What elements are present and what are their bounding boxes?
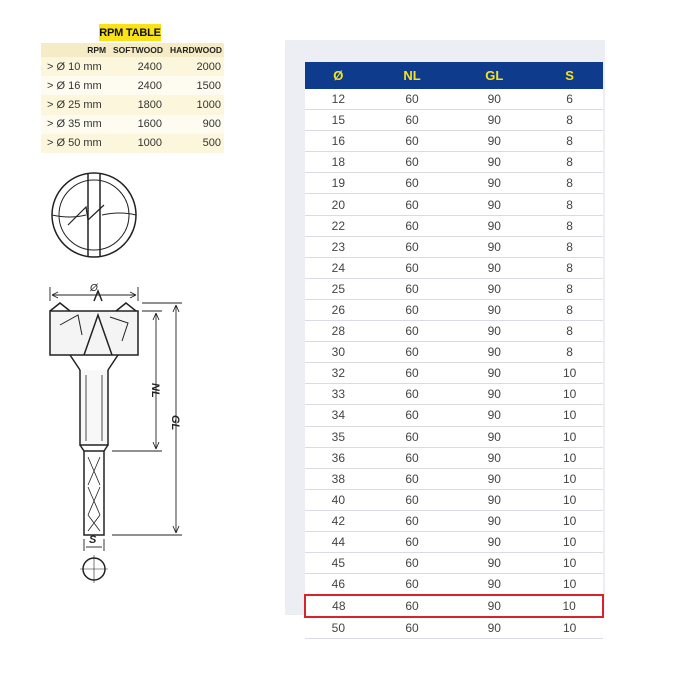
cell-gl: 90 xyxy=(452,447,536,468)
cell-diameter: 22 xyxy=(305,215,372,236)
cell-nl: 60 xyxy=(372,236,453,257)
table-row xyxy=(305,405,603,426)
cell-diameter: 16 xyxy=(305,131,372,152)
bit-end-view xyxy=(80,555,108,583)
cell-gl: 90 xyxy=(452,489,536,510)
cell-gl: 90 xyxy=(452,236,536,257)
cell-nl: 60 xyxy=(372,595,453,617)
rpm-cell-size: > Ø 10 mm xyxy=(41,57,108,76)
rpm-cell-softwood: 2400 xyxy=(108,57,165,76)
cell-s: 10 xyxy=(536,553,603,574)
cell-s: 6 xyxy=(536,89,603,110)
rpm-cell-hardwood: 2000 xyxy=(165,57,224,76)
cell-s: 8 xyxy=(536,342,603,363)
dimensions-table xyxy=(304,62,604,639)
cell-nl: 60 xyxy=(372,553,453,574)
rpm-row xyxy=(41,134,224,153)
cell-gl: 90 xyxy=(452,468,536,489)
table-row xyxy=(305,468,603,489)
table-row xyxy=(305,553,603,574)
cell-gl: 90 xyxy=(452,405,536,426)
cell-gl: 90 xyxy=(452,510,536,531)
cell-gl: 90 xyxy=(452,194,536,215)
cell-nl: 60 xyxy=(372,215,453,236)
cell-nl: 60 xyxy=(372,194,453,215)
cell-diameter: 50 xyxy=(305,617,372,639)
table-row xyxy=(305,89,603,110)
cell-nl: 60 xyxy=(372,257,453,278)
cell-diameter: 42 xyxy=(305,510,372,531)
rpm-cell-softwood: 1000 xyxy=(108,134,165,153)
cell-nl: 60 xyxy=(372,110,453,131)
rpm-row xyxy=(41,76,224,95)
dim-s-label: S xyxy=(89,534,97,546)
cell-diameter: 46 xyxy=(305,574,372,596)
cell-gl: 90 xyxy=(452,299,536,320)
cell-diameter: 18 xyxy=(305,152,372,173)
rpm-header-hardwood: HARDWOOD xyxy=(165,43,224,57)
cell-gl: 90 xyxy=(452,89,536,110)
rpm-cell-size: > Ø 25 mm xyxy=(41,95,108,114)
cell-nl: 60 xyxy=(372,299,453,320)
cell-diameter: 33 xyxy=(305,384,372,405)
cell-nl: 60 xyxy=(372,531,453,552)
cell-gl: 90 xyxy=(452,574,536,596)
rpm-header-row xyxy=(41,43,224,57)
table-row xyxy=(305,342,603,363)
dim-gl-label: GL xyxy=(169,415,181,431)
cell-s: 10 xyxy=(536,574,603,596)
table-row xyxy=(305,173,603,194)
cell-gl: 90 xyxy=(452,173,536,194)
cell-diameter: 35 xyxy=(305,426,372,447)
table-row xyxy=(305,489,603,510)
cell-gl: 90 xyxy=(452,321,536,342)
cell-s: 10 xyxy=(536,468,603,489)
cell-s: 8 xyxy=(536,278,603,299)
cell-nl: 60 xyxy=(372,426,453,447)
cell-gl: 90 xyxy=(452,278,536,299)
cell-diameter: 44 xyxy=(305,531,372,552)
cell-gl: 90 xyxy=(452,553,536,574)
cell-gl: 90 xyxy=(452,531,536,552)
cell-nl: 60 xyxy=(372,321,453,342)
cell-s: 8 xyxy=(536,131,603,152)
cell-gl: 90 xyxy=(452,617,536,639)
cell-s: 10 xyxy=(536,617,603,639)
cell-nl: 60 xyxy=(372,510,453,531)
cell-gl: 90 xyxy=(452,342,536,363)
table-row xyxy=(305,447,603,468)
table-row xyxy=(305,384,603,405)
table-row xyxy=(305,215,603,236)
cell-gl: 90 xyxy=(452,595,536,617)
cell-diameter: 38 xyxy=(305,468,372,489)
bit-side-view xyxy=(50,291,138,535)
table-row xyxy=(305,110,603,131)
cell-diameter: 20 xyxy=(305,194,372,215)
forstner-bit-drawing xyxy=(30,165,200,595)
cell-s: 10 xyxy=(536,363,603,384)
table-row xyxy=(305,321,603,342)
cell-gl: 90 xyxy=(452,152,536,173)
cell-s: 8 xyxy=(536,321,603,342)
cell-s: 10 xyxy=(536,426,603,447)
table-row xyxy=(305,574,603,596)
rpm-table-title: RPM TABLE xyxy=(99,24,161,41)
cell-nl: 60 xyxy=(372,89,453,110)
table-row xyxy=(305,299,603,320)
rpm-cell-softwood: 1800 xyxy=(108,95,165,114)
cell-nl: 60 xyxy=(372,574,453,596)
cell-diameter: 23 xyxy=(305,236,372,257)
cell-s: 10 xyxy=(536,489,603,510)
rpm-cell-hardwood: 1500 xyxy=(165,76,224,95)
rpm-cell-softwood: 1600 xyxy=(108,115,165,134)
rpm-cell-hardwood: 500 xyxy=(165,134,224,153)
cell-gl: 90 xyxy=(452,110,536,131)
cell-diameter: 25 xyxy=(305,278,372,299)
cell-s: 8 xyxy=(536,110,603,131)
table-row xyxy=(305,194,603,215)
table-row xyxy=(305,257,603,278)
cell-diameter: 19 xyxy=(305,173,372,194)
table-row xyxy=(305,363,603,384)
cell-nl: 60 xyxy=(372,131,453,152)
cell-s: 10 xyxy=(536,531,603,552)
cell-diameter: 30 xyxy=(305,342,372,363)
table-row xyxy=(305,236,603,257)
table-row-highlighted xyxy=(305,595,603,617)
cell-diameter: 40 xyxy=(305,489,372,510)
dim-nl-label: NL xyxy=(149,383,161,398)
header-nl: NL xyxy=(372,62,453,89)
cell-s: 8 xyxy=(536,236,603,257)
cell-gl: 90 xyxy=(452,131,536,152)
rpm-header-softwood: SOFTWOOD xyxy=(108,43,165,57)
cell-s: 8 xyxy=(536,194,603,215)
cell-gl: 90 xyxy=(452,384,536,405)
cell-s: 8 xyxy=(536,215,603,236)
cell-s: 8 xyxy=(536,173,603,194)
rpm-row xyxy=(41,115,224,134)
cell-diameter: 32 xyxy=(305,363,372,384)
cell-s: 10 xyxy=(536,510,603,531)
table-row xyxy=(305,510,603,531)
rpm-cell-hardwood: 900 xyxy=(165,115,224,134)
cell-diameter: 12 xyxy=(305,89,372,110)
table-row xyxy=(305,152,603,173)
cell-nl: 60 xyxy=(372,617,453,639)
bit-top-view xyxy=(52,173,136,257)
cell-nl: 60 xyxy=(372,363,453,384)
cell-s: 8 xyxy=(536,299,603,320)
header-diameter: Ø xyxy=(305,62,372,89)
rpm-cell-size: > Ø 50 mm xyxy=(41,134,108,153)
cell-nl: 60 xyxy=(372,447,453,468)
cell-nl: 60 xyxy=(372,405,453,426)
table-row xyxy=(305,426,603,447)
cell-nl: 60 xyxy=(372,384,453,405)
cell-diameter: 34 xyxy=(305,405,372,426)
cell-s: 10 xyxy=(536,595,603,617)
cell-diameter: 24 xyxy=(305,257,372,278)
dimensions-table-body xyxy=(305,89,603,639)
cell-diameter: 48 xyxy=(305,595,372,617)
cell-diameter: 36 xyxy=(305,447,372,468)
rpm-cell-softwood: 2400 xyxy=(108,76,165,95)
cell-diameter: 26 xyxy=(305,299,372,320)
header-gl: GL xyxy=(452,62,536,89)
rpm-cell-hardwood: 1000 xyxy=(165,95,224,114)
cell-gl: 90 xyxy=(452,426,536,447)
rpm-header-rpm: RPM xyxy=(41,43,108,57)
cell-s: 10 xyxy=(536,447,603,468)
rpm-row xyxy=(41,57,224,76)
cell-nl: 60 xyxy=(372,489,453,510)
cell-gl: 90 xyxy=(452,363,536,384)
cell-s: 10 xyxy=(536,384,603,405)
cell-gl: 90 xyxy=(452,215,536,236)
rpm-row xyxy=(41,95,224,114)
cell-nl: 60 xyxy=(372,173,453,194)
dim-diameter-label: Ø xyxy=(90,283,98,294)
cell-nl: 60 xyxy=(372,342,453,363)
cell-diameter: 45 xyxy=(305,553,372,574)
cell-s: 10 xyxy=(536,405,603,426)
table-row xyxy=(305,278,603,299)
table-row xyxy=(305,131,603,152)
cell-nl: 60 xyxy=(372,278,453,299)
cell-nl: 60 xyxy=(372,152,453,173)
cell-nl: 60 xyxy=(372,468,453,489)
header-s: S xyxy=(536,62,603,89)
rpm-cell-size: > Ø 35 mm xyxy=(41,115,108,134)
rpm-table xyxy=(41,43,224,153)
cell-gl: 90 xyxy=(452,257,536,278)
table-row xyxy=(305,531,603,552)
cell-diameter: 28 xyxy=(305,321,372,342)
table-row xyxy=(305,617,603,639)
rpm-table-body xyxy=(41,57,224,153)
rpm-cell-size: > Ø 16 mm xyxy=(41,76,108,95)
cell-diameter: 15 xyxy=(305,110,372,131)
dimensions-header-row xyxy=(305,62,603,89)
cell-s: 8 xyxy=(536,257,603,278)
cell-s: 8 xyxy=(536,152,603,173)
